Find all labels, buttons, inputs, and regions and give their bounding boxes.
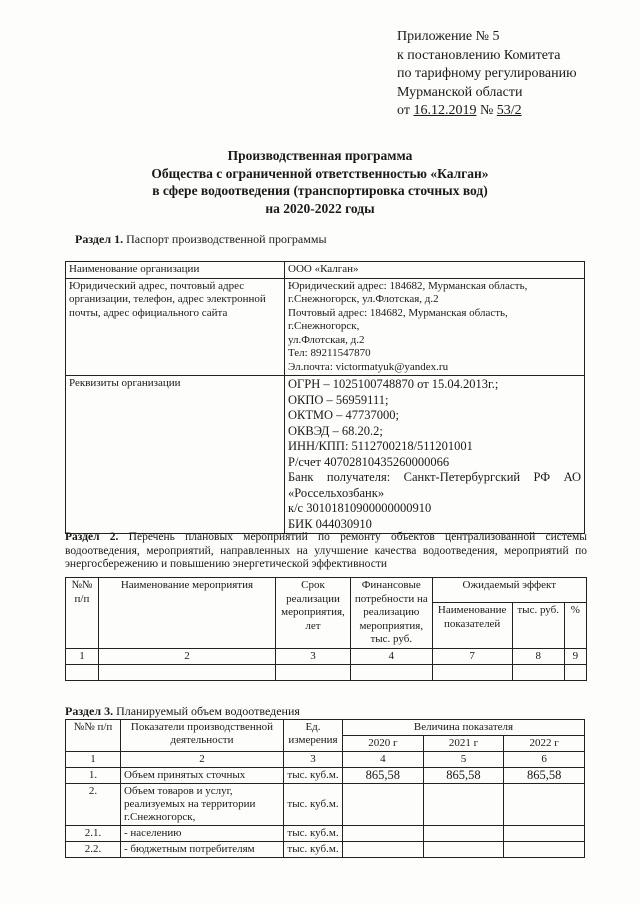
row-unit: тыс. куб.м. bbox=[284, 784, 343, 826]
row-unit: тыс. куб.м. bbox=[284, 826, 343, 842]
index-cell: 2 bbox=[98, 648, 275, 665]
index-cell: 1 bbox=[66, 752, 121, 768]
col-rub-header: тыс. руб. bbox=[512, 603, 564, 648]
row-name: - населению bbox=[121, 826, 284, 842]
row-value-2022: 865,58 bbox=[504, 768, 585, 784]
annex-num-prefix: № bbox=[479, 103, 494, 118]
table-row bbox=[66, 842, 585, 858]
table-row bbox=[66, 784, 585, 826]
col-term-header: Срок реализации мероприятия, лет bbox=[276, 578, 351, 649]
year-header: 2021 г bbox=[423, 736, 504, 752]
requisite-line: ОКВЭД – 68.20.2; bbox=[288, 423, 383, 438]
title-line-4: на 2020-2022 годы bbox=[265, 200, 375, 216]
annex-date-prefix: от bbox=[397, 103, 410, 118]
address-line: Юридический адрес: 184682, Мурманская область, bbox=[288, 279, 528, 292]
year-header: 2020 г bbox=[343, 736, 424, 752]
requisite-line: ИНН/КПП: 5112700218/511201001 bbox=[288, 439, 473, 453]
row-value-2020: 865,58 bbox=[343, 768, 424, 784]
section3-label: Раздел 3. bbox=[65, 704, 114, 718]
row-value-2022 bbox=[504, 842, 585, 858]
section2-heading bbox=[65, 531, 587, 572]
address-value bbox=[285, 278, 585, 376]
section2-label: Раздел 2. bbox=[65, 531, 119, 543]
row-name: Объем товаров и услуг, реализуемых на территории г.Снежногорск, bbox=[121, 784, 284, 826]
address-line: ул.Флотская, д.2 bbox=[288, 333, 365, 346]
row-value-2022 bbox=[504, 826, 585, 842]
row-unit: тыс. куб.м. bbox=[284, 768, 343, 784]
requisite-line: ОКТМО – 47737000; bbox=[288, 408, 399, 422]
col-pct-header: % bbox=[564, 603, 586, 648]
row-value-2021: 865,58 bbox=[423, 768, 504, 784]
annex-date: 16.12.2019 bbox=[413, 103, 477, 118]
table-row bbox=[66, 278, 585, 376]
row-value-2022 bbox=[504, 784, 585, 826]
row-value-2020 bbox=[343, 826, 424, 842]
annex-line-3: по тарифному регулированию bbox=[397, 66, 577, 81]
col-indicator-header: Наименование показателей bbox=[432, 603, 512, 648]
index-cell: 2 bbox=[121, 752, 284, 768]
row-unit: тыс. куб.м. bbox=[284, 842, 343, 858]
requisite-line: ОГРН – 1025100748870 от 15.04.2013г.; bbox=[288, 377, 499, 391]
requisite-line: «Россельхозбанк» bbox=[288, 485, 385, 500]
index-cell: 1 bbox=[66, 648, 99, 665]
address-line: Почтовый адрес: 184682, Мурманская область, г.Снежногорск, bbox=[288, 306, 508, 332]
col-value-header: Величина показателя bbox=[343, 720, 585, 736]
annex-line-1: Приложение № 5 bbox=[397, 29, 500, 44]
annex-line-2: к постановлению Комитета bbox=[397, 47, 561, 63]
requisite-line: БИК 044030910 bbox=[288, 516, 372, 531]
row-num: 2. bbox=[66, 784, 121, 826]
phone-line: Тел: 89211547870 bbox=[288, 347, 371, 359]
section1-title: Паспорт производственной программы bbox=[126, 232, 327, 246]
address-label: Юридический адрес, почтовый адрес организации, телефон, адрес электронной почты, адрес официального сайта bbox=[66, 278, 285, 376]
table-header-row bbox=[66, 578, 587, 603]
title-line-2: Общества с ограниченной ответственностью «Калган» bbox=[151, 165, 489, 181]
annex-block bbox=[397, 28, 577, 121]
section1-label: Раздел 1. bbox=[75, 232, 124, 246]
requisite-line: к/с 30101810900000000910 bbox=[288, 501, 432, 515]
org-name-value: ООО «Калган» bbox=[285, 262, 585, 279]
table-row bbox=[66, 768, 585, 784]
row-name: Объем принятых сточных bbox=[121, 768, 284, 784]
col-unit-header: Ед. измерения bbox=[284, 720, 343, 752]
row-value-2021 bbox=[423, 826, 504, 842]
row-value-2020 bbox=[343, 842, 424, 858]
col-finance-header: Финансовые потребности на реализацию мероприятия, тыс. руб. bbox=[350, 578, 432, 649]
index-cell: 7 bbox=[432, 648, 512, 665]
title-line-3: в сфере водоотведения (транспортировка сточных вод) bbox=[152, 183, 488, 198]
index-cell: 6 bbox=[504, 752, 585, 768]
index-cell: 4 bbox=[343, 752, 424, 768]
passport-table bbox=[65, 261, 585, 534]
address-line: г.Снежногорск, ул.Флотская, д.2 bbox=[288, 293, 439, 305]
annex-date-line bbox=[397, 102, 577, 121]
col-num-header: №№ п/п bbox=[66, 578, 99, 649]
col-name-header: Наименование мероприятия bbox=[98, 578, 275, 649]
index-cell: 4 bbox=[350, 648, 432, 665]
index-cell: 9 bbox=[564, 648, 586, 665]
year-header: 2022 г bbox=[504, 736, 585, 752]
title-line-1: Производственная программа bbox=[227, 148, 413, 163]
col-num-header: №№ п/п bbox=[66, 720, 121, 752]
table-header-row bbox=[66, 720, 585, 736]
table-row bbox=[66, 262, 585, 279]
requisites-label: Реквизиты организации bbox=[66, 376, 285, 534]
requisite-line: ОКПО – 56959111; bbox=[288, 392, 389, 407]
document-title bbox=[0, 147, 640, 217]
annex-number: 53/2 bbox=[496, 103, 522, 118]
requisite-line: Р/счет 40702810435260000066 bbox=[288, 454, 450, 469]
section3-heading bbox=[65, 704, 300, 719]
table-row bbox=[66, 376, 585, 534]
row-value-2021 bbox=[423, 784, 504, 826]
volume-table bbox=[65, 719, 585, 858]
requisites-value bbox=[285, 376, 585, 534]
row-name: - бюджетным потребителям bbox=[121, 842, 284, 858]
email-line: Эл.почта: victormatyuk@yandex.ru bbox=[288, 360, 449, 373]
section3-title: Планируемый объем водоотведения bbox=[116, 704, 300, 718]
org-name-label: Наименование организации bbox=[66, 262, 285, 279]
annex-line-4: Мурманской области bbox=[397, 84, 523, 100]
table-row bbox=[66, 826, 585, 842]
index-cell: 3 bbox=[284, 752, 343, 768]
section1-heading bbox=[75, 232, 327, 247]
row-value-2020 bbox=[343, 784, 424, 826]
row-value-2021 bbox=[423, 842, 504, 858]
index-cell: 8 bbox=[512, 648, 564, 665]
col-effect-header: Ожидаемый эффект bbox=[432, 578, 586, 603]
row-num: 2.1. bbox=[66, 826, 121, 842]
table-row bbox=[66, 665, 587, 681]
row-num: 1. bbox=[66, 768, 121, 784]
row-num: 2.2. bbox=[66, 842, 121, 858]
index-cell: 3 bbox=[276, 648, 351, 665]
col-name-header: Показатели производственной деятельности bbox=[121, 720, 284, 752]
requisite-line: Банк получателя: Санкт-Петербургский РФ АО bbox=[288, 470, 581, 484]
measures-table bbox=[65, 577, 587, 681]
table-index-row bbox=[66, 752, 585, 768]
section2-title: Перечень плановых мероприятий по ремонту объектов централизованной системы водоотведения, мероприятий, направленных на улучшение качества водоотведения, мероприятий по энергосбережению и повышению энергетической эффективности bbox=[65, 531, 588, 570]
index-cell: 5 bbox=[423, 752, 504, 768]
table-index-row bbox=[66, 648, 587, 665]
